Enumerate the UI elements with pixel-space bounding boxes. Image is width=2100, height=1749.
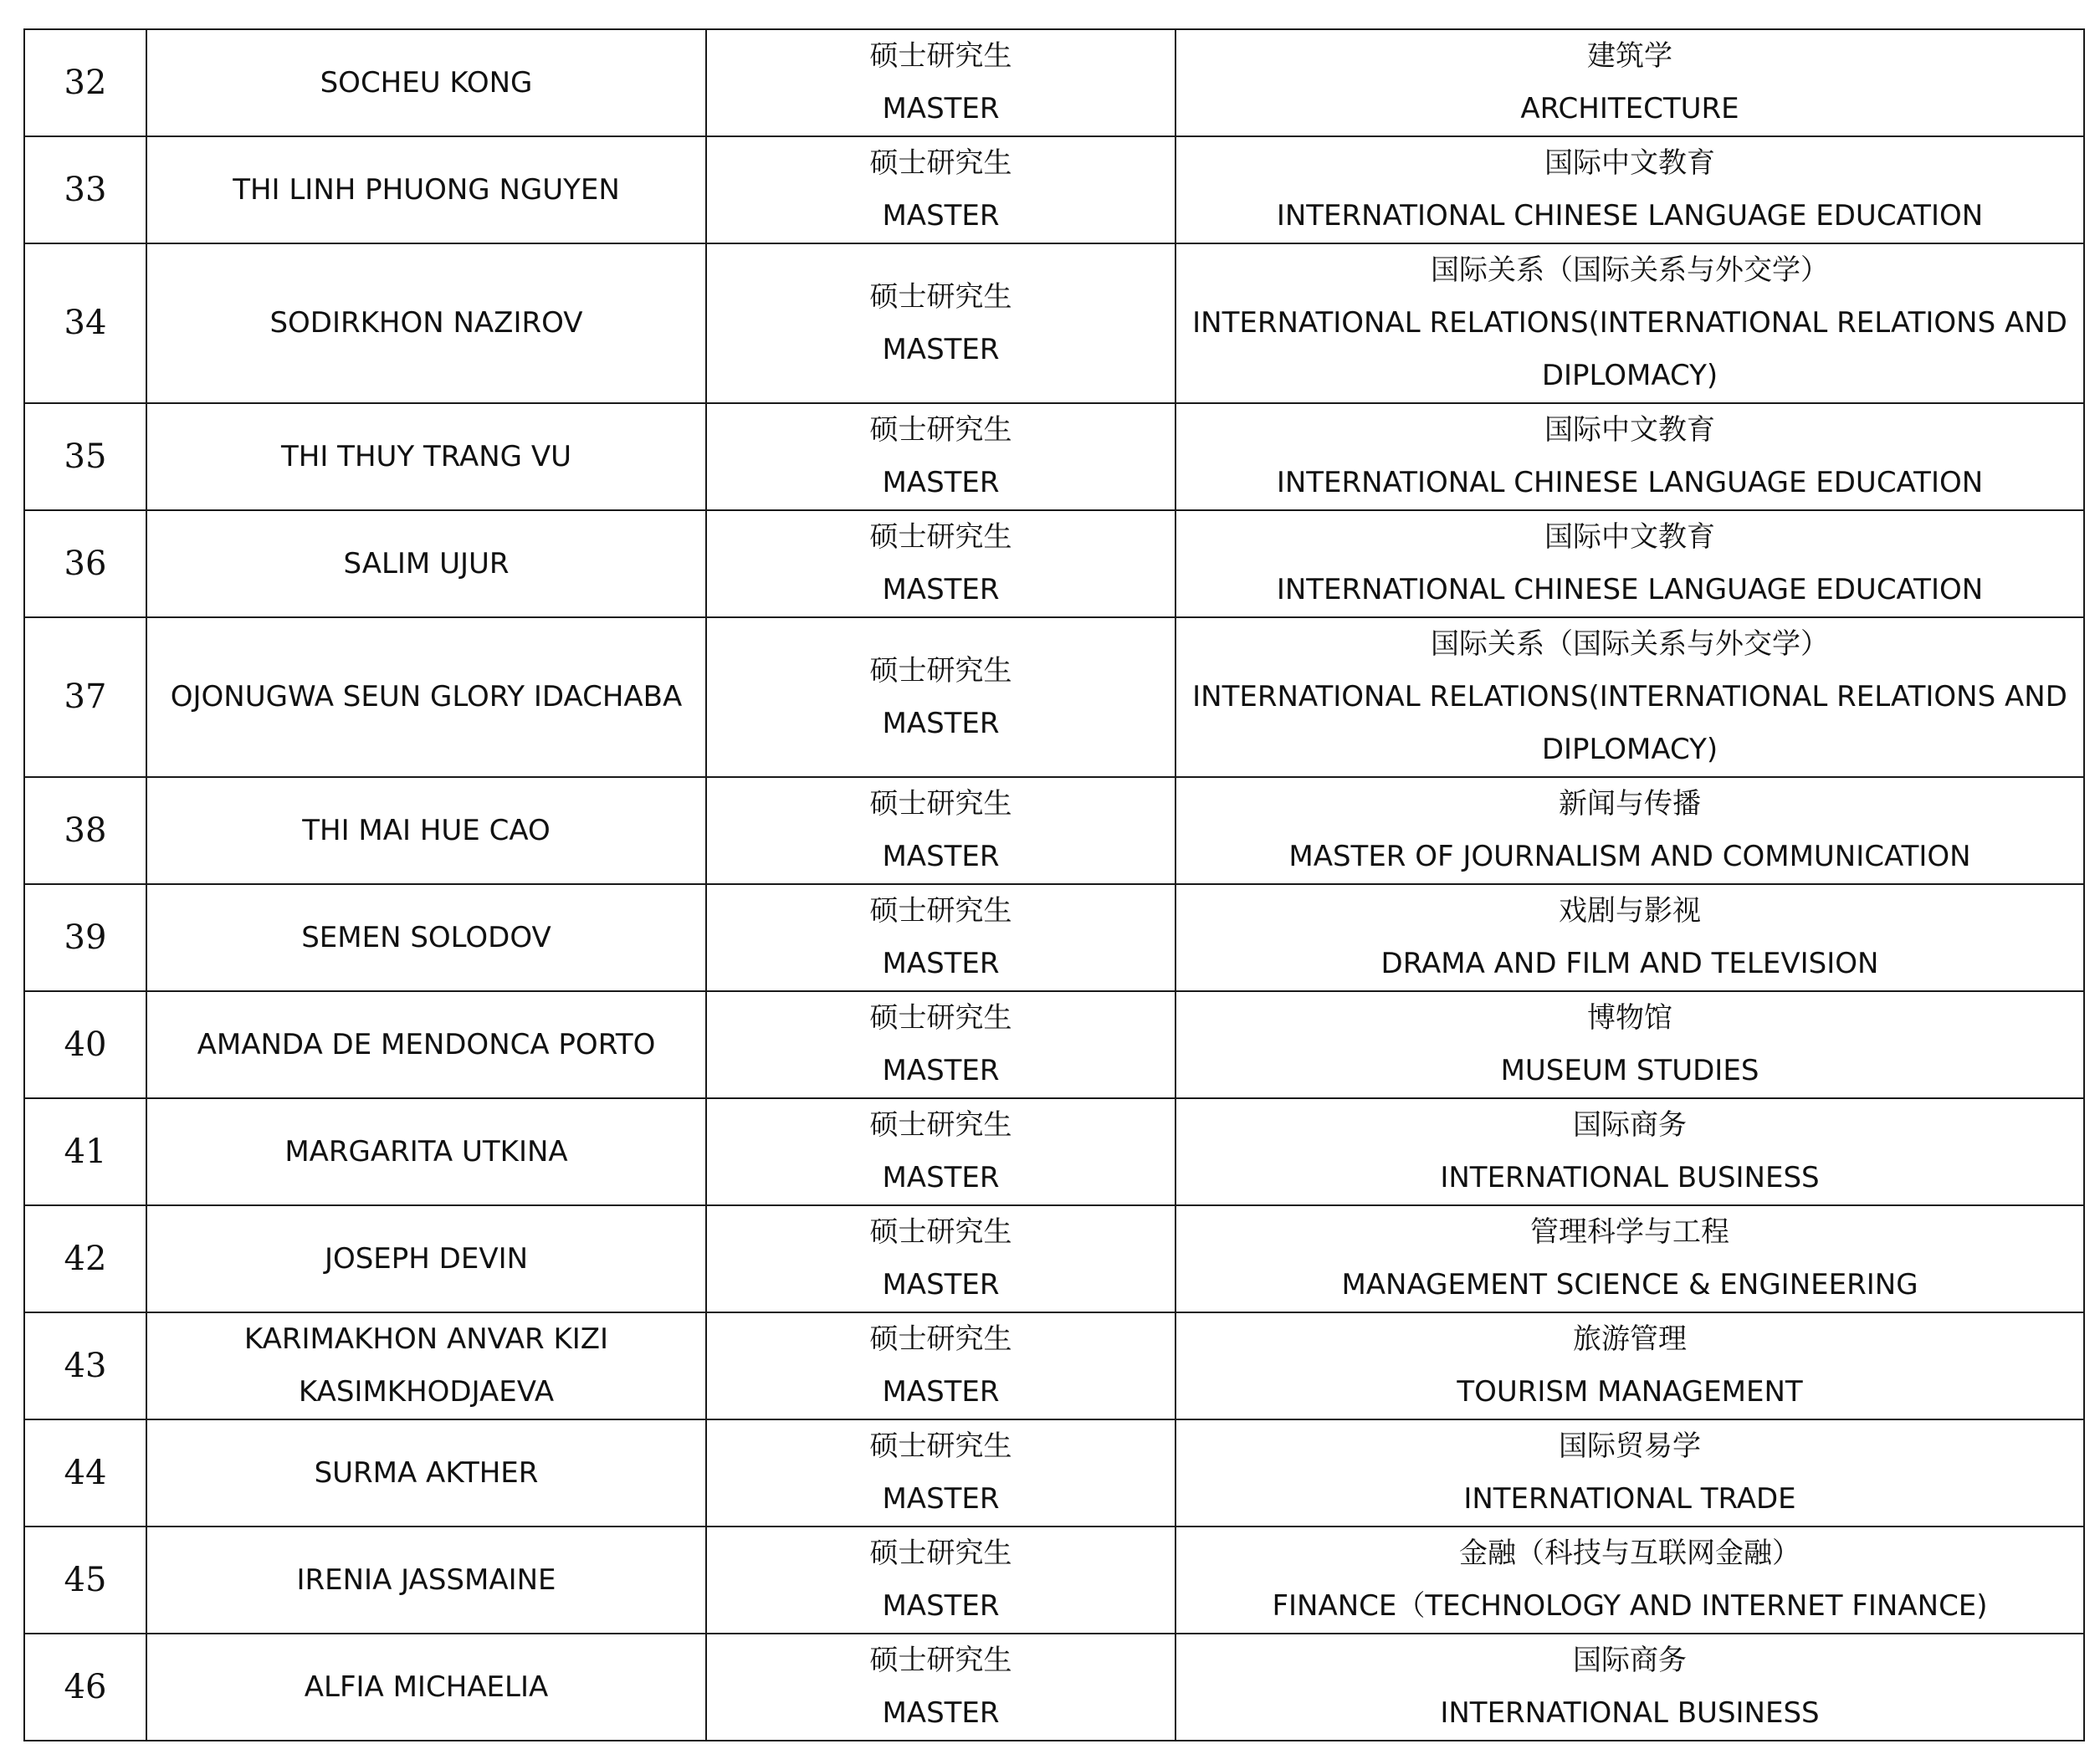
- major-cell: [1175, 1634, 2084, 1741]
- major-line: MUSEUM STUDIES: [1500, 1054, 1759, 1087]
- name-line: SURMA AKTHER: [314, 1455, 539, 1490]
- table-row: [24, 403, 2084, 510]
- degree-line: MASTER: [882, 199, 1000, 233]
- name-cell: [146, 510, 706, 617]
- row-number: 45: [64, 1560, 107, 1599]
- major-line: INTERNATIONAL BUSINESS: [1440, 1161, 1820, 1194]
- row-number: 41: [64, 1132, 107, 1171]
- row-number-cell: [24, 1419, 146, 1527]
- row-number: 44: [64, 1453, 107, 1492]
- table-row: [24, 777, 2084, 884]
- major-line: INTERNATIONAL BUSINESS: [1440, 1696, 1820, 1730]
- major-cell: [1175, 1312, 2084, 1419]
- major-line: MANAGEMENT SCIENCE & ENGINEERING: [1341, 1268, 1918, 1302]
- degree-line: MASTER: [882, 466, 1000, 499]
- major-cell: [1175, 1419, 2084, 1527]
- name-cell: [146, 884, 706, 991]
- row-number-cell: [24, 243, 146, 403]
- table-row: [24, 617, 2084, 777]
- major-line: INTERNATIONAL RELATIONS(INTERNATIONAL RELATIONS AND: [1192, 680, 2067, 713]
- degree-line: MASTER: [882, 1054, 1000, 1087]
- name-line: KASIMKHODJAEVA: [298, 1375, 555, 1409]
- major-line: 国际中文教育: [1544, 146, 1715, 180]
- degree-cell: [706, 136, 1175, 243]
- degree-line: 硕士研究生: [869, 39, 1012, 73]
- major-line: 新闻与传播: [1559, 787, 1701, 821]
- row-number: 32: [64, 63, 107, 102]
- major-line: INTERNATIONAL CHINESE LANGUAGE EDUCATION: [1276, 466, 1984, 499]
- name-line: OJONUGWA SEUN GLORY IDACHABA: [170, 680, 683, 713]
- major-cell: [1175, 136, 2084, 243]
- major-cell: [1175, 1527, 2084, 1634]
- major-line: 国际贸易学: [1559, 1429, 1701, 1463]
- degree-cell: [706, 1419, 1175, 1527]
- row-number: 34: [64, 304, 107, 342]
- name-line: SODIRKHON NAZIROV: [269, 306, 583, 340]
- major-cell: [1175, 403, 2084, 510]
- degree-line: 硕士研究生: [869, 1001, 1012, 1035]
- name-line: THI LINH PHUONG NGUYEN: [233, 172, 620, 207]
- name-cell: [146, 777, 706, 884]
- major-cell: [1175, 777, 2084, 884]
- name-line: JOSEPH DEVIN: [324, 1241, 529, 1276]
- row-number-cell: [24, 1527, 146, 1634]
- row-number-cell: [24, 1098, 146, 1205]
- row-number: 40: [64, 1025, 107, 1064]
- major-line: 旅游管理: [1573, 1322, 1687, 1356]
- major-cell: [1175, 884, 2084, 991]
- degree-line: MASTER: [882, 706, 1000, 740]
- degree-cell: [706, 617, 1175, 777]
- table-body: [24, 29, 2084, 1741]
- row-number: 35: [64, 437, 107, 476]
- name-cell: [146, 403, 706, 510]
- major-line: 戏剧与影视: [1559, 894, 1701, 928]
- row-number-cell: [24, 884, 146, 991]
- name-line: SALIM UJUR: [343, 546, 510, 580]
- major-line: 管理科学与工程: [1530, 1215, 1729, 1249]
- row-number-cell: [24, 510, 146, 617]
- major-line: INTERNATIONAL CHINESE LANGUAGE EDUCATION: [1276, 573, 1984, 606]
- name-cell: [146, 1098, 706, 1205]
- degree-line: 硕士研究生: [869, 1429, 1012, 1463]
- major-line: INTERNATIONAL RELATIONS(INTERNATIONAL RELATIONS AND: [1192, 306, 2067, 340]
- major-line: 博物馆: [1587, 1001, 1672, 1035]
- degree-line: 硕士研究生: [869, 1644, 1012, 1677]
- name-cell: [146, 243, 706, 403]
- major-cell: [1175, 1098, 2084, 1205]
- degree-line: 硕士研究生: [869, 413, 1012, 447]
- row-number: 38: [64, 811, 107, 850]
- major-cell: [1175, 617, 2084, 777]
- degree-line: 硕士研究生: [869, 1108, 1012, 1142]
- name-cell: [146, 991, 706, 1098]
- table-row: [24, 884, 2084, 991]
- degree-cell: [706, 29, 1175, 136]
- table-row: [24, 1098, 2084, 1205]
- major-cell: [1175, 991, 2084, 1098]
- degree-cell: [706, 1634, 1175, 1741]
- row-number-cell: [24, 1205, 146, 1312]
- degree-line: 硕士研究生: [869, 787, 1012, 821]
- name-cell: [146, 136, 706, 243]
- degree-cell: [706, 1098, 1175, 1205]
- major-line: 国际关系（国际关系与外交学）: [1431, 627, 1829, 661]
- degree-cell: [706, 884, 1175, 991]
- degree-line: MASTER: [882, 92, 1000, 125]
- major-line: TOURISM MANAGEMENT: [1457, 1375, 1803, 1409]
- degree-cell: [706, 1205, 1175, 1312]
- name-line: THI MAI HUE CAO: [302, 813, 551, 847]
- table-row: [24, 510, 2084, 617]
- major-line: 金融（科技与互联网金融）: [1459, 1537, 1800, 1570]
- name-cell: [146, 1312, 706, 1419]
- degree-line: MASTER: [882, 1268, 1000, 1302]
- name-line: THI THUY TRANG VU: [281, 439, 571, 473]
- major-line: MASTER OF JOURNALISM AND COMMUNICATION: [1288, 840, 1971, 873]
- degree-cell: [706, 243, 1175, 403]
- table-row: [24, 1312, 2084, 1419]
- major-line: DRAMA AND FILM AND TELEVISION: [1380, 947, 1879, 980]
- table-row: [24, 1527, 2084, 1634]
- degree-line: 硕士研究生: [869, 894, 1012, 928]
- row-number: 43: [64, 1346, 107, 1385]
- name-cell: [146, 29, 706, 136]
- name-line: KARIMAKHON ANVAR KIZI: [243, 1322, 609, 1356]
- row-number-cell: [24, 1634, 146, 1741]
- degree-cell: [706, 510, 1175, 617]
- major-cell: [1175, 243, 2084, 403]
- major-line: ARCHITECTURE: [1520, 92, 1739, 125]
- name-line: MARGARITA UTKINA: [284, 1134, 568, 1169]
- degree-line: MASTER: [882, 1696, 1000, 1730]
- row-number: 46: [64, 1667, 107, 1706]
- name-cell: [146, 617, 706, 777]
- degree-line: 硕士研究生: [869, 146, 1012, 180]
- row-number-cell: [24, 403, 146, 510]
- degree-line: MASTER: [882, 1589, 1000, 1623]
- name-cell: [146, 1419, 706, 1527]
- degree-line: MASTER: [882, 947, 1000, 980]
- name-line: SOCHEU KONG: [320, 65, 533, 100]
- degree-line: MASTER: [882, 840, 1000, 873]
- table-row: [24, 991, 2084, 1098]
- row-number-cell: [24, 991, 146, 1098]
- name-cell: [146, 1205, 706, 1312]
- degree-line: MASTER: [882, 1375, 1000, 1409]
- row-number-cell: [24, 29, 146, 136]
- table-row: [24, 29, 2084, 136]
- table-row: [24, 1634, 2084, 1741]
- row-number: 36: [64, 544, 107, 583]
- degree-line: 硕士研究生: [869, 1215, 1012, 1249]
- major-line: 国际中文教育: [1544, 520, 1715, 554]
- degree-cell: [706, 1312, 1175, 1419]
- degree-cell: [706, 991, 1175, 1098]
- row-number-cell: [24, 617, 146, 777]
- name-line: ALFIA MICHAELIA: [304, 1670, 549, 1704]
- name-line: SEMEN SOLODOV: [301, 920, 551, 954]
- students-table: [23, 28, 2085, 1741]
- degree-line: 硕士研究生: [869, 653, 1012, 688]
- major-line: INTERNATIONAL CHINESE LANGUAGE EDUCATION: [1276, 199, 1984, 233]
- degree-line: MASTER: [882, 332, 1000, 366]
- major-line: 国际中文教育: [1544, 413, 1715, 447]
- row-number: 39: [64, 918, 107, 957]
- row-number-cell: [24, 1312, 146, 1419]
- degree-cell: [706, 1527, 1175, 1634]
- name-line: AMANDA DE MENDONCA PORTO: [197, 1027, 656, 1061]
- major-cell: [1175, 29, 2084, 136]
- major-line: DIPLOMACY): [1541, 733, 1718, 766]
- major-cell: [1175, 510, 2084, 617]
- major-line: 国际关系（国际关系与外交学）: [1431, 253, 1829, 287]
- degree-line: MASTER: [882, 573, 1000, 606]
- table-row: [24, 1205, 2084, 1312]
- degree-cell: [706, 403, 1175, 510]
- major-line: DIPLOMACY): [1541, 359, 1718, 392]
- row-number: 42: [64, 1239, 107, 1278]
- degree-line: 硕士研究生: [869, 279, 1012, 314]
- table-row: [24, 243, 2084, 403]
- row-number-cell: [24, 136, 146, 243]
- row-number: 33: [64, 170, 107, 209]
- name-line: IRENIA JASSMAINE: [296, 1562, 556, 1597]
- major-line: 国际商务: [1573, 1644, 1687, 1677]
- degree-line: MASTER: [882, 1482, 1000, 1516]
- major-line: INTERNATIONAL TRADE: [1463, 1482, 1796, 1516]
- degree-cell: [706, 777, 1175, 884]
- major-line: 建筑学: [1587, 39, 1672, 73]
- row-number-cell: [24, 777, 146, 884]
- table-row: [24, 1419, 2084, 1527]
- name-cell: [146, 1527, 706, 1634]
- major-cell: [1175, 1205, 2084, 1312]
- major-line: FINANCE（TECHNOLOGY AND INTERNET FINANCE): [1272, 1589, 1988, 1623]
- degree-line: 硕士研究生: [869, 520, 1012, 554]
- row-number: 37: [64, 678, 107, 716]
- name-cell: [146, 1634, 706, 1741]
- degree-line: MASTER: [882, 1161, 1000, 1194]
- major-line: 国际商务: [1573, 1108, 1687, 1142]
- degree-line: 硕士研究生: [869, 1537, 1012, 1570]
- degree-line: 硕士研究生: [869, 1322, 1012, 1356]
- table-row: [24, 136, 2084, 243]
